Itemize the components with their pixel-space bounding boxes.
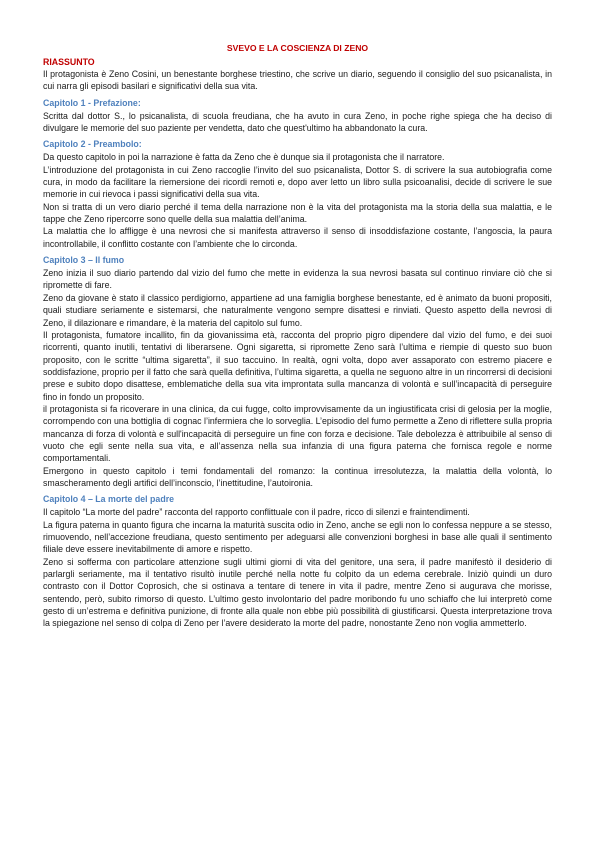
chapter-2-heading: Capitolo 2 - Preambolo: (43, 139, 142, 150)
chapter-3-heading: Capitolo 3 – Il fumo (43, 255, 125, 266)
summary-paragraph: Il protagonista è Zeno Cosini, un benestante borghese triestino, che scrive un diario, seguendo il consiglio del suo psicanalista, in cui narra gli episodi basilari e significativi della sua vita. (43, 69, 552, 92)
chapter-4-paragraph: Zeno si sofferma con particolare attenzione sugli ultimi giorni di vita del genitore, una sera, il padre manifestò il desiderio di parlargli seriamente, ma il tentativo risultò inutile perché nella notte fu colpito da un edema cerebrale. Iniziò quindi un duro contrasto con il Dottor Coprosich, che si ostinava a tentare di tenere in vita il padre, mentre Zeno si augurava che morisse, sentendo, però, subito rimorso di questo. L’ultimo gesto involontario del padre moribondo fu uno schiaffo che lui interpretò come gesto di un’estrema e definitiva punizione, di fronte alla quale non ebbe più possibilità di giustificarsi. Questa interpretazione trova la spiegazione nel senso di colpa di Zeno per l’avere desiderato la morte del padre, nonostante Zeno non voglia ammetterlo. (43, 556, 552, 629)
summary-section (43, 56, 552, 93)
chapter-3-paragraph: il protagonista si fa ricoverare in una clinica, da cui fugge, colto improvvisamente da un ingiustificata crisi di gelosia per la moglie, corrompendo con una bottiglia di cognac l’infermiera che lo sorveglia. L’episodio del fumo permette a Zeno di riflettere sulla propria mancanza di forza di volontà e sull'incapacità di perseguire un fine con forza e decisione. Tale debolezza è attribuibile al senso di vuoto che egli sente nella sua vita, e all’assenza nella sua infanzia di una figura paterna che fornisca regole e norme comportamentali. (43, 403, 552, 464)
chapter-2-paragraph: Da questo capitolo in poi la narrazione è fatta da Zeno che è dunque sia il protagonista che il narratore. (43, 152, 445, 163)
chapter-4-section (43, 493, 552, 629)
chapter-2-paragraph: Non si tratta di un vero diario perché il tema della narrazione non è la vita del protagonista ma la storia della sua malattia, e le tappe che Zeno ripercorre sono quelle della sua malattia dell’anima. (43, 201, 552, 225)
chapter-4-heading: Capitolo 4 – La morte del padre (43, 494, 175, 505)
chapter-3-paragraph: Zeno inizia il suo diario partendo dal vizio del fumo che mette in evidenza la sua nevrosi basata sul continuo rinviare ciò che si ripromette di fare. (43, 268, 552, 291)
chapter-3-paragraph: Il protagonista, fumatore incallito, fin da giovanissima età, racconta del proprio pigro dipendere dal vizio del fumo, e dei suoi ricorrenti, quanto inutili, tentativi di liberarsene. Ogni sigaretta, si ripromette Zeno sarà l’ultima e riempie di questo suo buon proposito, con le scritte “ultima sigaretta”, il suo taccuino. In realtà, ogni volta, dopo aver assaporato con estremo piacere e soddisfazione, proprio per il fatto che sarà quella definitiva, l’ultima sigaretta, a quella ne seguono altre in un rincorrersi di decisioni prese e subito dopo disattese, emblematiche della sua vita improntata sulla mancanza di volontà e sull’incapacità di perseguire fino in fondo un proposito. (43, 329, 552, 402)
chapter-3-section (43, 254, 552, 489)
chapter-1-paragraph: Scritta dal dottor S., lo psicanalista, di scuola freudiana, che ha avuto in cura Zeno, in poche righe spiega che ha deciso di divulgare le memorie del suo paziente per vendetta, dato che quest'ultimo ha abbandonato la cura. (43, 110, 552, 134)
chapter-3-paragraph: Zeno da giovane è stato il classico perdigiorno, appartiene ad una famiglia borghese benestante, ed è animato da buoni propositi, quali studiare seriamente e sistemarsi, che naturalmente vengono sempre disattesi e rinviati. Questo aspetto della nevrosi di Zeno, il dilazionare e rimandare, è la materia del capitolo sul fumo. (43, 292, 552, 328)
summary-heading: RIASSUNTO (43, 57, 95, 67)
chapter-1-section (43, 97, 552, 135)
chapter-2-section (43, 138, 552, 250)
chapter-4-paragraph: La figura paterna in quanto figura che incarna la maturità suscita odio in Zeno, anche se egli non lo confessa neppure a se stesso, rimuovendo, nell’accezione freudiana, questo sentimento per adeguarsi alle convenzioni borghesi in base alle quali il sentimento filiale deve essere inevitabilmente di amore e rispetto. (43, 519, 552, 555)
document-title: SVEVO E LA COSCIENZA DI ZENO (226, 43, 369, 53)
chapter-2-paragraph: L’introduzione del protagonista in cui Zeno raccoglie l’invito del suo psicanalista, Dottor S. di scrivere la sua autobiografia come cura, in modo da facilitare la riemersione dei ricordi remoti e, dopo aver letto un libro sulla psicoanalisi, decide di scrivere le sue memorie in cui rievoca i passi significativi della sua vita. (43, 164, 552, 200)
chapter-3-paragraph: Emergono in questo capitolo i temi fondamentali del romanzo: la continua irresolutezza, la malattia della volontà, lo smascheramento degli artifici dell’inconscio, l’inettitudine, l’autoironia. (43, 465, 552, 488)
chapter-2-paragraph: La malattia che lo affligge è una nevrosi che si manifesta attraverso il senso di insoddisfazione costante, l’angoscia, la paura incontrollabile, il conflitto costante con l’ambiente che lo circonda. (43, 226, 552, 249)
chapter-1-heading: Capitolo 1 - Prefazione: (43, 97, 141, 108)
chapter-4-paragraph: Il capitolo “La morte del padre” racconta del rapporto conflittuale con il padre, ricco di silenzi e fraintendimenti. (43, 507, 470, 518)
